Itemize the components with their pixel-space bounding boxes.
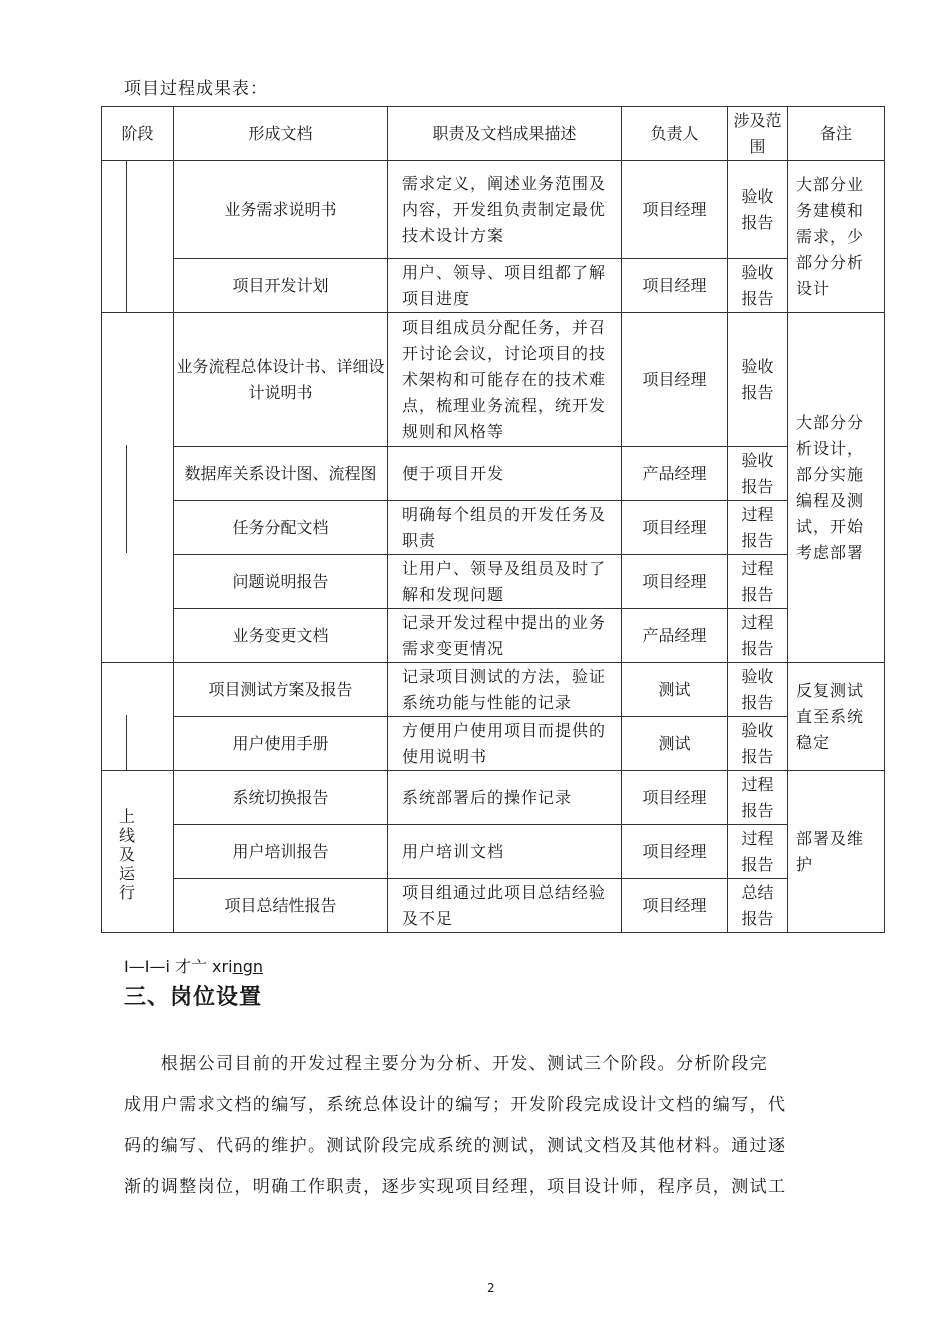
note-cell: 大部分业务建模和需求，少部分分析设计: [788, 161, 885, 313]
owner-cell: 测试: [622, 663, 728, 717]
note-cell: 反复测试直至系统稳定: [788, 663, 885, 771]
table-row: [102, 313, 885, 447]
description-cell: 明确每个组员的开发任务及职责: [388, 501, 622, 555]
document-cell: 业务流程总体设计书、详细设计说明书: [174, 313, 388, 447]
document-cell: 业务变更文档: [174, 609, 388, 663]
scope-cell: 过程报告: [728, 771, 788, 825]
scope-cell: 验收报告: [728, 313, 788, 447]
description-cell: 记录项目测试的方法，验证系统功能与性能的记录: [388, 663, 622, 717]
document-cell: 数据库关系设计图、流程图: [174, 447, 388, 501]
owner-cell: 产品经理: [622, 609, 728, 663]
paragraph-line: 渐的调整岗位，明确工作职责，逐步实现项目经理，项目设计师，程序员，测试工: [124, 1177, 787, 1197]
document-cell: 用户培训报告: [174, 825, 388, 879]
paragraph-line: 成用户需求文档的编写，系统总体设计的编写；开发阶段完成设计文档的编写，代: [124, 1095, 787, 1115]
document-cell: 用户使用手册: [174, 717, 388, 771]
owner-cell: 项目经理: [622, 313, 728, 447]
description-cell: 用户、领导、项目组都了解项目进度: [388, 259, 622, 313]
scope-cell: 验收报告: [728, 259, 788, 313]
document-cell: 项目开发计划: [174, 259, 388, 313]
owner-cell: 项目经理: [622, 825, 728, 879]
note-cell: 部署及维护: [788, 771, 885, 933]
header-document: 形成文档: [174, 107, 388, 161]
owner-cell: 产品经理: [622, 447, 728, 501]
header-description: 职责及文档成果描述: [388, 107, 622, 161]
description-cell: 用户培训文档: [388, 825, 622, 879]
description-cell: 项目组通过此项目总结经验及不足: [388, 879, 622, 933]
stage-cell: [102, 771, 174, 933]
stage-cell: [102, 313, 174, 663]
body-paragraph: [124, 1044, 864, 1208]
description-cell: 便于项目开发: [388, 447, 622, 501]
scan-artifact-prefix: I—I—i 才亠 xri: [124, 957, 233, 976]
document-cell: 系统切换报告: [174, 771, 388, 825]
owner-cell: 项目经理: [622, 501, 728, 555]
scope-cell: 验收报告: [728, 161, 788, 259]
header-note: 备注: [788, 107, 885, 161]
header-owner: 负责人: [622, 107, 728, 161]
document-cell: 项目总结性报告: [174, 879, 388, 933]
stage-cell: [102, 663, 174, 771]
document-cell: 问题说明报告: [174, 555, 388, 609]
scan-artifact-text: [124, 954, 263, 977]
header-stage: 阶段: [102, 107, 174, 161]
scope-cell: 过程报告: [728, 825, 788, 879]
stage-divider-line: [126, 715, 127, 771]
description-cell: 记录开发过程中提出的业务需求变更情况: [388, 609, 622, 663]
table-row: [102, 825, 885, 879]
scope-cell: 过程报告: [728, 501, 788, 555]
paragraph-line: 码的编写、代码的维护。测试阶段完成系统的测试，测试文档及其他材料。通过逐: [124, 1136, 787, 1156]
process-results-table: [101, 106, 885, 933]
scope-cell: 过程报告: [728, 609, 788, 663]
table-row: [102, 501, 885, 555]
stage-label: 上线及运行: [118, 807, 135, 902]
table-row: [102, 161, 885, 259]
document-cell: 业务需求说明书: [174, 161, 388, 259]
table-row: [102, 771, 885, 825]
table-row: [102, 555, 885, 609]
scan-artifact-underlined: ngn: [232, 957, 263, 976]
scope-cell: 验收报告: [728, 447, 788, 501]
stage-divider-line: [126, 161, 127, 313]
table-caption: 项目过程成果表：: [124, 79, 268, 99]
table-row: [102, 717, 885, 771]
table-row: [102, 879, 885, 933]
table-header-row: [102, 107, 885, 161]
description-cell: 让用户、领导及组员及时了解和发现问题: [388, 555, 622, 609]
description-cell: 需求定义，阐述业务范围及内容，开发组负责制定最优技术设计方案: [388, 161, 622, 259]
scope-cell: 过程报告: [728, 555, 788, 609]
owner-cell: 项目经理: [622, 259, 728, 313]
description-cell: 方便用户使用项目而提供的使用说明书: [388, 717, 622, 771]
scope-cell: 验收报告: [728, 663, 788, 717]
table-row: [102, 663, 885, 717]
section-heading: 三、岗位设置: [124, 985, 263, 1010]
owner-cell: 项目经理: [622, 161, 728, 259]
owner-cell: 项目经理: [622, 555, 728, 609]
page-number: 2: [487, 1281, 495, 1295]
table-row: [102, 609, 885, 663]
table-row: [102, 259, 885, 313]
table-row: [102, 447, 885, 501]
owner-cell: 项目经理: [622, 771, 728, 825]
owner-cell: 测试: [622, 717, 728, 771]
scope-cell: 总结报告: [728, 879, 788, 933]
document-cell: 项目测试方案及报告: [174, 663, 388, 717]
scope-cell: 验收报告: [728, 717, 788, 771]
owner-cell: 项目经理: [622, 879, 728, 933]
header-scope: 涉及范围: [728, 107, 788, 161]
note-cell: 大部分分析设计，部分实施编程及测试，开始考虑部署: [788, 313, 885, 663]
stage-divider-line: [126, 445, 127, 553]
paragraph-line: 根据公司目前的开发过程主要分为分析、开发、测试三个阶段。分析阶段完: [124, 1054, 768, 1074]
document-cell: 任务分配文档: [174, 501, 388, 555]
stage-cell: [102, 161, 174, 313]
description-cell: 项目组成员分配任务，并召开讨论会议，讨论项目的技术架构和可能存在的技术难点，梳理业务流程，统开发规则和风格等: [388, 313, 622, 447]
description-cell: 系统部署后的操作记录: [388, 771, 622, 825]
